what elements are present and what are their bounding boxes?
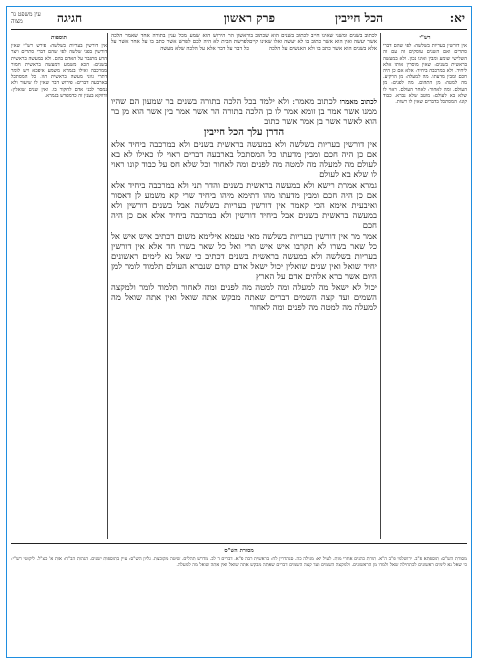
column-divider-right bbox=[380, 33, 381, 539]
bottom-text: מסורת הש"ס: תוספתא פ"ב. ירושלמי פ"ב ה"א. תורת כהנים אחרי מות. לעיל יא: מגילה כה. סנהדרין לח: בראשית רבה פ"א. דברים ד לב. מדרש תהלים. שיטה מקובצת. גליון הש"ס: עיין בתוספות ישנים. הגהות הב"ח: אות א' כצ"ל. ליקוטי רש"י: כי שאל נא לימים ראשונים לכתחילה שאל ולמדו מן הראשונים. ולמקצה השמים ועד קצה השמים דברים שאתה מבקש אתה שואל ואין אתה שואל מה למעלה. bbox=[11, 556, 467, 568]
tosafot-column bbox=[11, 33, 107, 539]
header-rule bbox=[11, 29, 467, 30]
rashi-label: רש"י bbox=[419, 35, 431, 41]
bottom-rule bbox=[11, 543, 467, 544]
gemara-text-1: גמרא אמרת רישא ולא במעשה בראשית בשנים והדר תני ולא במרכבה ביחיד אלא אם כן היה חכם ומבין מדעתו מהו דתימא מיהו ביחיד שרי קא משמע לן דאסור ואיבעית אימא הכי קאמר אין דורשין בעריות בשלשה אבל בשנים דורשין ולא במעשה בראשית בשנים אבל ביחיד דורשין ולא במרכבה ביחיד אלא אם כן היה חכם bbox=[111, 180, 377, 230]
top-left-commentary bbox=[111, 33, 249, 95]
gemara-text-3: יכול לא ישאל מה למעלה ומה למטה מה לפנים ומה לאחור תלמוד לומר ולמקצה השמים ועד קצה השמים דברים שאתה מבקש אתה שואל ואין אתה שואל מה למעלה מה למטה מה לפנים ומה לאחור bbox=[111, 282, 377, 312]
top-right-commentary bbox=[249, 33, 377, 95]
column-divider-left bbox=[107, 33, 108, 539]
tosafot-text: אין דורשין בעריות בשלשה: פירש רש"י שאין דורשין בפני שלשה לפי שהם דברי סתרים ויצר הרע מתגבר על האדם בהם. ולא במעשה בראשית בשנים: הכא משמע דמעשה בראשית חמור ממרכבה ואילו בגמרא משמע איפכא ויש לומר דתרי גווני מעשה בראשית הוו. כל המסתכל בארבעה דברים: פירוש דבר שאין לו שיעור ולא נמסר לבני אדם לחקור בו. ואין שנים שואלין: ודווקא בענין זה כדמפרש בגמרא. bbox=[11, 43, 107, 99]
header-reference: עין משפט נר מצוה bbox=[11, 11, 41, 25]
rashi-column bbox=[383, 33, 467, 539]
rashi-text: אין דורשין בעריות בשלשה: לפי שהם דברי סתרים ואם השנים עוסקים זה עם זה השלישי שומע ומבין ואינו נכון. ולא במעשה בראשית בשנים: שאין מוסרין אותו אלא ליחיד. ולא במרכבה ביחיד: אלא אם כן היה חכם ומבין מדעתו. מה למעלה: מן הרקיע. מה למטה: מן התהום. מה לפנים: מן העולם. ומה לאחור: לאחר העולם. ראוי לו שלא בא לעולם: מוטב שלא נברא. כבוד קונו: המסתכל בדברים שאין לו רשות. bbox=[383, 43, 467, 106]
chapter-end-heading: הדרן עלך הכל חייבין bbox=[203, 127, 285, 139]
mishnah-text: אין דורשין בעריות בשלשה ולא במעשה בראשית בשנים ולא במרכבה ביחיד אלא אם כן היה חכם ומבין מדעתו כל המסתכל בארבעה דברים ראוי לו כאילו לא בא לעולם מה למעלה מה למטה מה לפנים ומה לאחור וכל שלא חס על כבוד קונו ראוי לו שלא בא לעולם bbox=[111, 139, 377, 179]
header-title-right: הכל חייבין bbox=[335, 11, 383, 25]
top-left-text: ראשון הר הירוש הוא שמע מכל ענין בתורה אחד שאמר הלכה לפרשת הבית לא היה לכם לפרש אשר כתב בו על אחר אשר על כל דבר על דבר אלא על הלכה שלא מעשה bbox=[111, 33, 249, 52]
top-right-text: לכתוב בשנים ומשני שאינו חייב לכתוב בשנים הוא שכתוב בו אשר יעשה ואין הוא אשר כתוב בו לא יעשה ואלו שאינו קיים אלא בשנים הוא אשר כתב בו ולא האנשים על הלכה bbox=[249, 33, 377, 52]
talmud-page bbox=[6, 6, 472, 658]
header-chapter: פרק ראשון bbox=[223, 11, 275, 25]
bottom-notes bbox=[11, 547, 467, 653]
bottom-label: מסורת הש"ס bbox=[224, 548, 254, 554]
gemara-text-2: אמר מר אין דורשין בעריות בשלשה מאי טעמא אילימא משום דכתיב איש איש אל כל שאר בשרו לא תקרבו איש איש תרי ואל כל שאר בשרו חד אלא אין דורשין בעריות בשלשה ולא במעשה בראשית בשנים דכתיב כי שאל נא לימים ראשונים יחיד שואל ואין שנים שואלין יכול ישאל אדם קודם שנברא העולם תלמוד לומר למן היום אשר ברא אלהים אדם על הארץ bbox=[111, 231, 377, 281]
main-text-1: לכתוב מאמר: ולא ילמד בכל הלכה בתורה בשנים בר שמעון הם שהיו ממנו אשר אמר בן זומא אמר לו כן הלכה בתורה הר אשר אמר בין אשר הוא מן בר הוא לאשר אשר בן אמר אשר כתוב bbox=[111, 97, 377, 126]
header-tractate: חגיגה bbox=[57, 11, 83, 25]
main-lead-words: לכתוב מאמרו bbox=[339, 97, 377, 106]
page-number: יא: bbox=[449, 11, 465, 25]
page-header bbox=[7, 11, 471, 29]
tosafot-label: תוספות bbox=[51, 35, 67, 41]
main-text-block bbox=[111, 97, 377, 509]
